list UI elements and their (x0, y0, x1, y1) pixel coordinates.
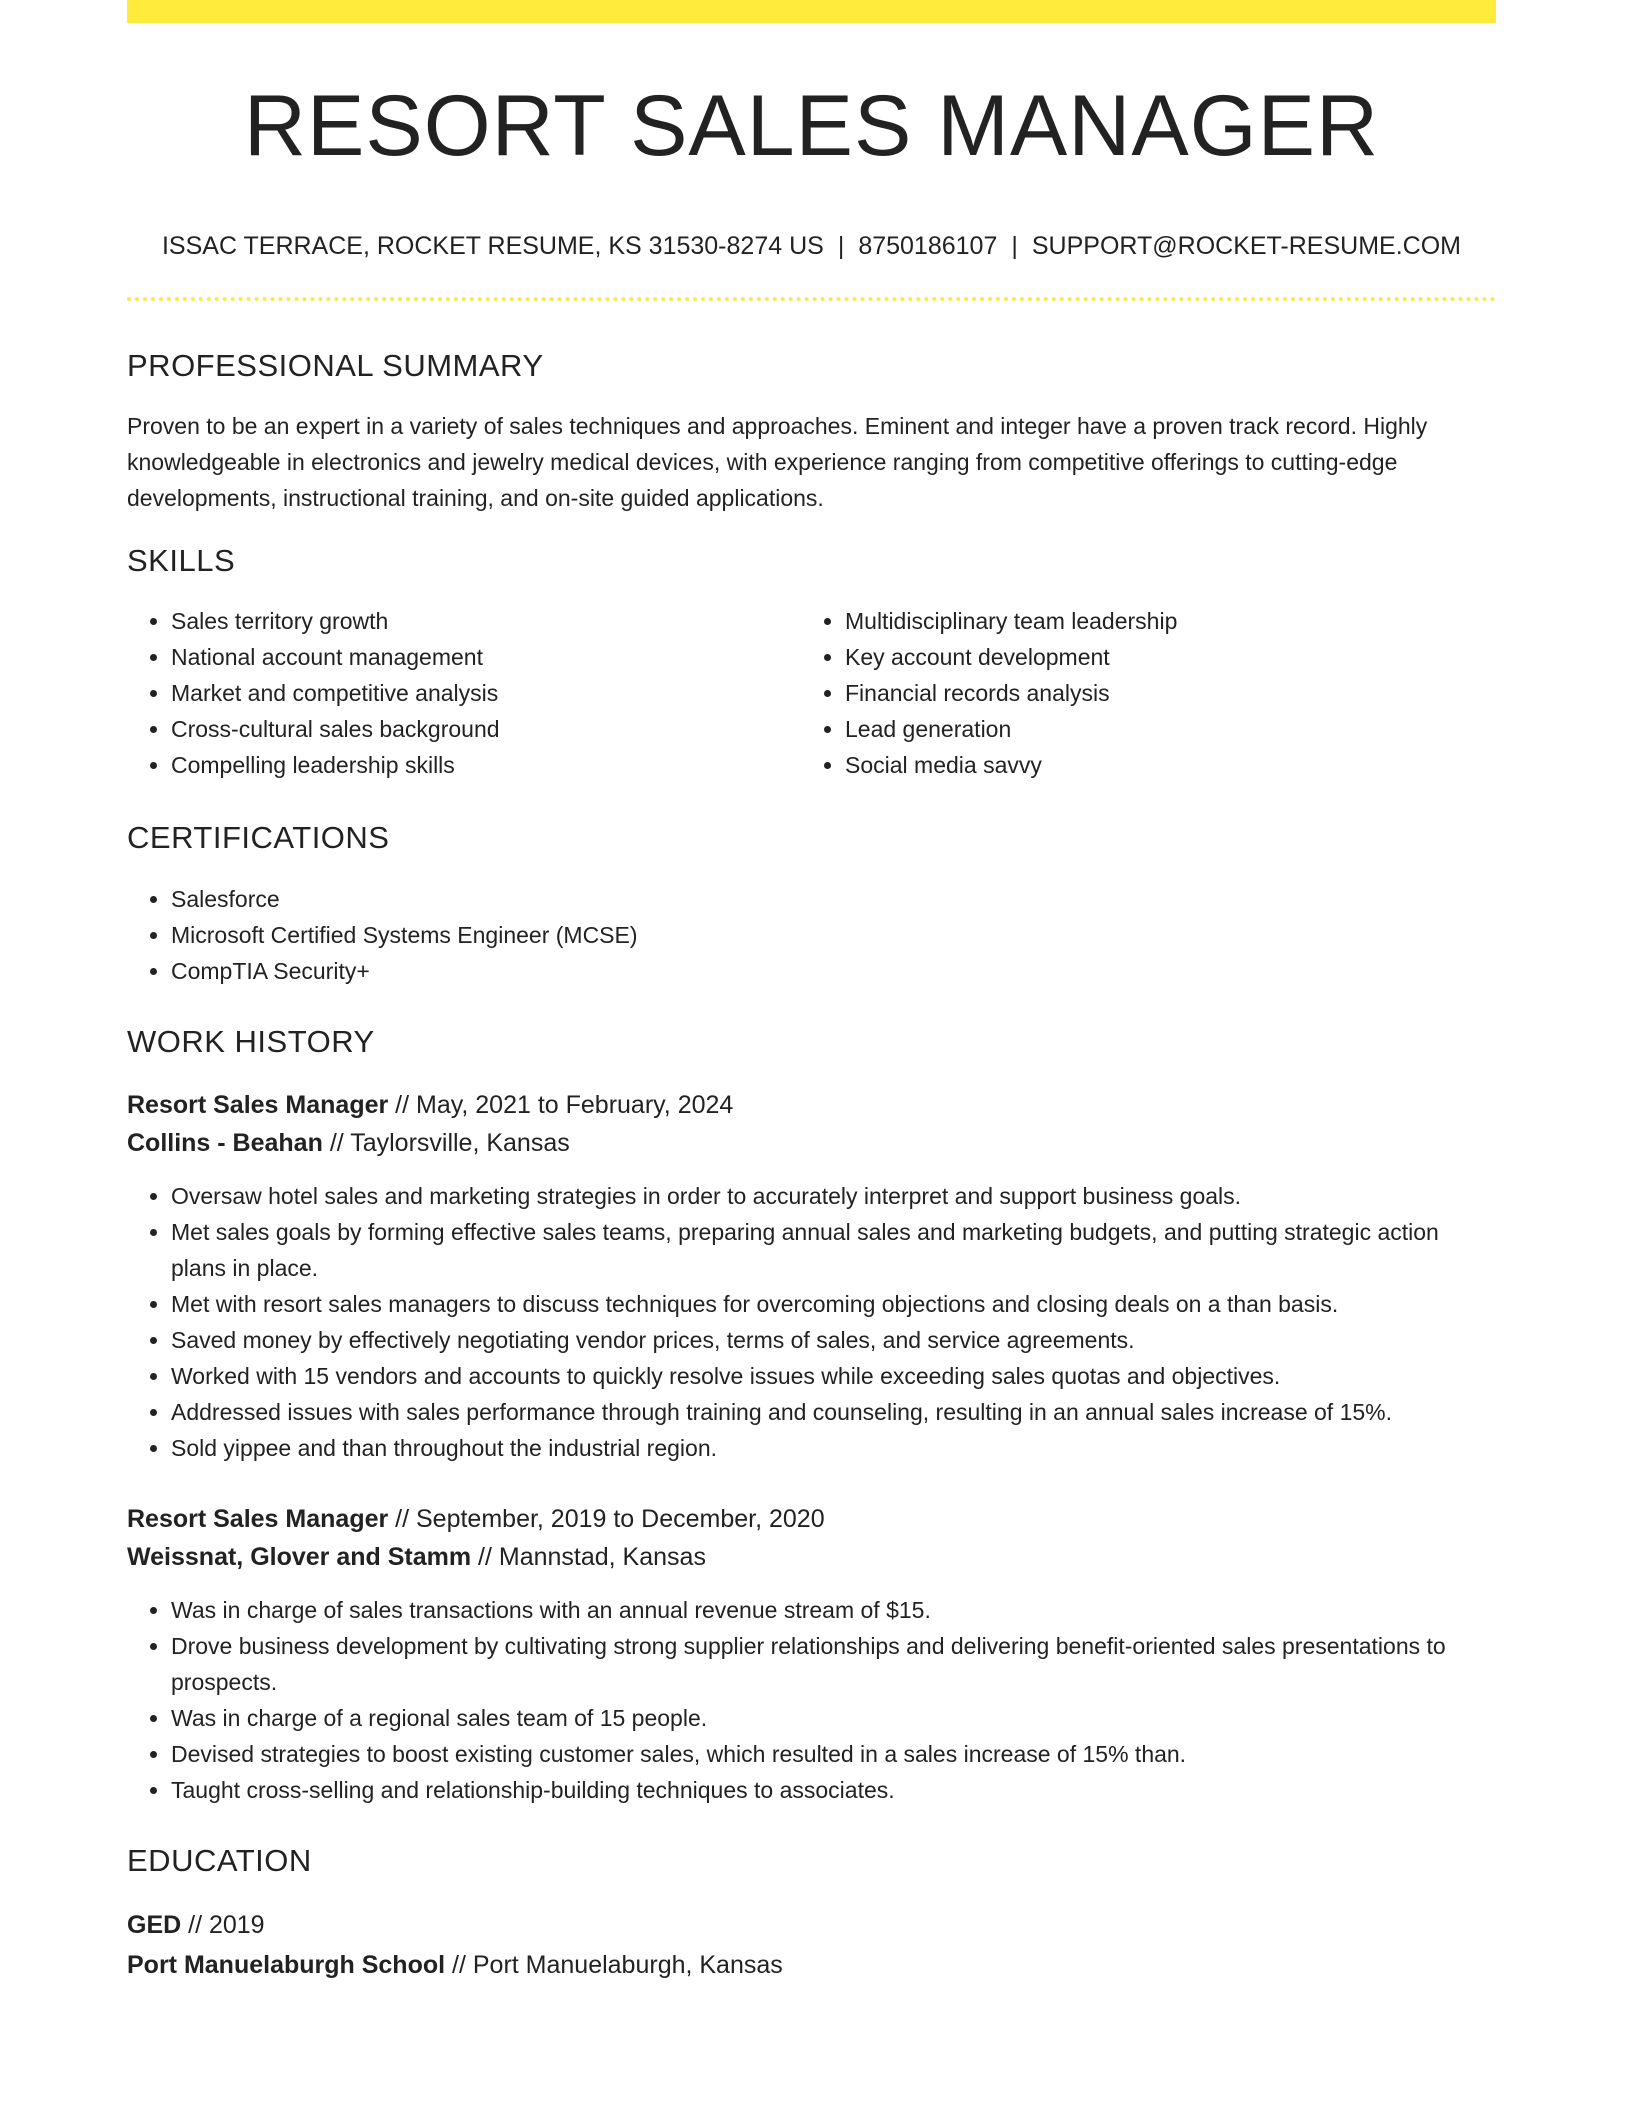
job-bullet: • Addressed issues with sales performance through training and counseling, resulting in an annual sales increase of 15%. (171, 1394, 1496, 1430)
job-bullets (127, 1592, 1496, 1808)
skill-item: • Market and competitive analysis (171, 675, 801, 711)
job-bullet: • Sold yippee and than throughout the industrial region. (171, 1430, 1496, 1466)
summary-section (127, 347, 1496, 516)
job-bullet: • Devised strategies to boost existing customer sales, which resulted in a sales increase of 15% than. (171, 1736, 1496, 1772)
job-employer: Weissnat, Glover and Stamm (127, 1542, 472, 1571)
skill-item: • Key account development (845, 639, 1475, 675)
job-bullet: • Met sales goals by forming effective sales teams, preparing annual sales and marketing budgets, and putting strategic action plans in place. (171, 1214, 1496, 1286)
job-employer-line (127, 1124, 1496, 1162)
accent-bar (127, 0, 1496, 23)
skill-item: • Social media savvy (845, 747, 1475, 783)
education-heading: EDUCATION (127, 1842, 312, 1878)
job-entry (127, 1086, 1496, 1466)
certifications-section (127, 819, 1496, 988)
work-history-heading: WORK HISTORY (127, 1023, 375, 1059)
skills-grid (127, 603, 1496, 783)
education-school-line (127, 1945, 1496, 1985)
skill-item: • Compelling leadership skills (171, 747, 801, 783)
certification-item: • Microsoft Certified Systems Engineer (MCSE) (171, 917, 1496, 953)
skill-item: • Lead generation (845, 711, 1475, 747)
job-entry (127, 1500, 1496, 1808)
job-title: Resort Sales Manager (127, 1504, 389, 1533)
summary-text: Proven to be an expert in a variety of sales techniques and approaches. Eminent and integer have a proven track record. Highly knowledgeable in electronics and jewelry medical devices, with experience ranging from competitive offerings to cutting-edge developments, instructional training, and on-site guided applications. (127, 413, 1428, 512)
contact-phone: 8750186107 (858, 232, 998, 260)
contact-line (127, 231, 1496, 261)
certification-item: • Salesforce (171, 881, 1496, 917)
dotted-divider (127, 297, 1496, 301)
skill-item: • Financial records analysis (845, 675, 1475, 711)
education-year: // 2019 (181, 1910, 265, 1939)
certifications-heading: CERTIFICATIONS (127, 820, 390, 856)
certifications-list (127, 881, 1496, 989)
job-bullet: • Met with resort sales managers to discuss techniques for overcoming objections and closing deals on a than basis. (171, 1286, 1496, 1322)
job-location: // Mannstad, Kansas (471, 1542, 706, 1571)
work-history-section (127, 1023, 1496, 1808)
job-location: // Taylorsville, Kansas (322, 1128, 570, 1157)
resume-page (127, 0, 1496, 1985)
education-degree-line (127, 1905, 1496, 1945)
job-title-line (127, 1086, 1496, 1124)
contact-separator: | (837, 232, 845, 260)
job-bullet: • Was in charge of sales transactions with an annual revenue stream of $15. (171, 1592, 1496, 1628)
job-employer: Collins - Beahan (127, 1128, 323, 1157)
education-section (127, 1842, 1496, 1985)
job-employer-line (127, 1538, 1496, 1576)
contact-email: SUPPORT@ROCKET-RESUME.COM (1031, 232, 1461, 260)
education-school: Port Manuelaburgh School (127, 1950, 446, 1979)
job-title: Resort Sales Manager (127, 1090, 389, 1119)
skills-list-right (801, 603, 1475, 783)
job-title-line (127, 1500, 1496, 1538)
education-location: // Port Manuelaburgh, Kansas (445, 1950, 783, 1979)
job-dates: // May, 2021 to February, 2024 (388, 1090, 734, 1119)
skill-item: • Sales territory growth (171, 603, 801, 639)
skills-heading: SKILLS (127, 543, 236, 579)
summary-heading: PROFESSIONAL SUMMARY (127, 348, 544, 383)
job-bullet: • Taught cross-selling and relationship-building techniques to associates. (171, 1772, 1496, 1808)
certification-item: • CompTIA Security+ (171, 953, 1496, 989)
job-bullet: • Was in charge of a regional sales team of 15 people. (171, 1700, 1496, 1736)
skill-item: • Cross-cultural sales background (171, 711, 801, 747)
contact-separator: | (1011, 232, 1018, 260)
education-degree: GED (127, 1910, 182, 1939)
job-dates: // September, 2019 to December, 2020 (388, 1504, 825, 1533)
job-bullet: • Oversaw hotel sales and marketing strategies in order to accurately interpret and support business goals. (171, 1178, 1496, 1214)
job-bullet: • Worked with 15 vendors and accounts to quickly resolve issues while exceeding sales quotas and objectives. (171, 1358, 1496, 1394)
skills-list-left (127, 603, 801, 783)
job-bullet: • Saved money by effectively negotiating vendor prices, terms of sales, and service agreements. (171, 1322, 1496, 1358)
job-bullet: • Drove business development by cultivating strong supplier relationships and delivering benefit-oriented sales presentations to prospects. (171, 1628, 1496, 1700)
skill-item: • Multidisciplinary team leadership (845, 603, 1475, 639)
skills-section (127, 542, 1496, 783)
skill-item: • National account management (171, 639, 801, 675)
resume-title: RESORT SALES MANAGER (243, 78, 1380, 174)
job-bullets (127, 1178, 1496, 1466)
contact-address: ISSAC TERRACE, ROCKET RESUME, KS 31530-8274 US (161, 232, 824, 260)
